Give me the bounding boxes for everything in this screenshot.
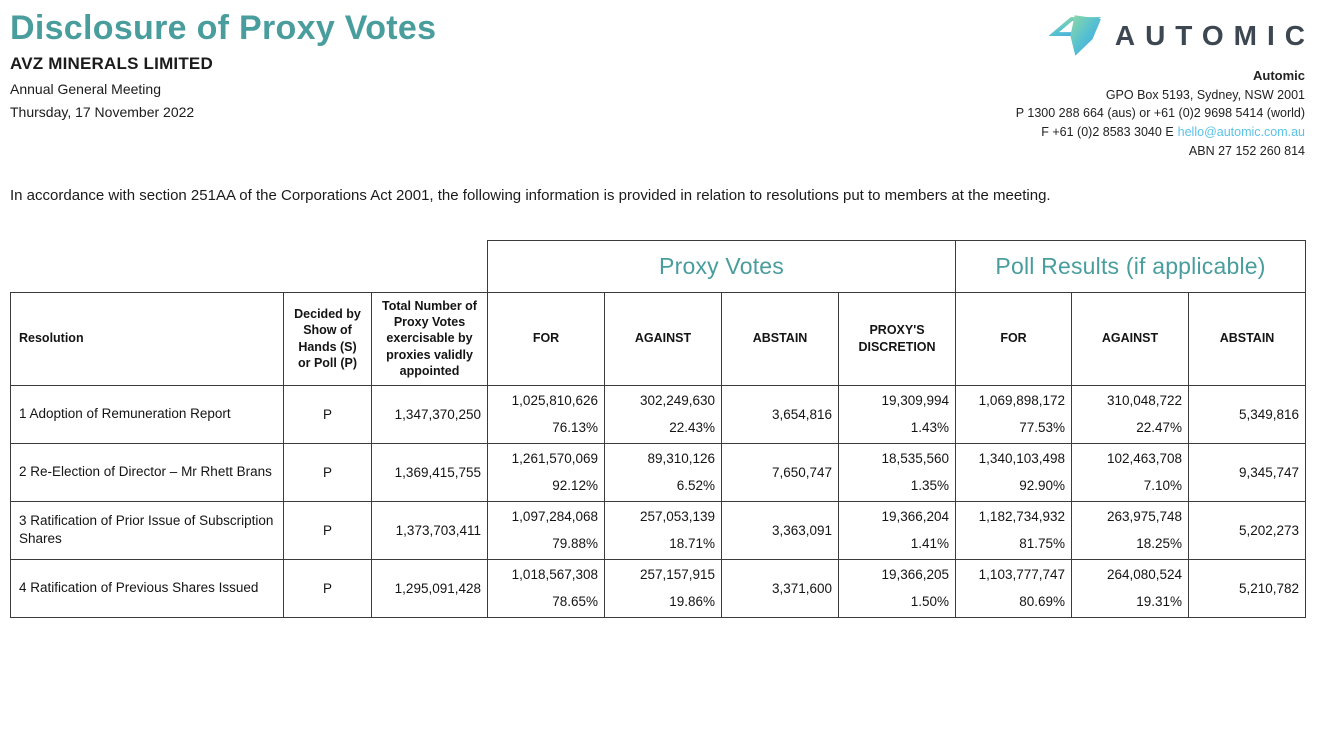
votes-value: 1,097,284,068	[511, 509, 599, 524]
table-row	[11, 559, 1306, 617]
votes-value: 264,080,524	[1106, 567, 1183, 582]
group-header-row	[11, 240, 1306, 292]
votes-pct: 7.10%	[1143, 478, 1183, 493]
company-name: AVZ MINERALS LIMITED	[10, 53, 213, 73]
email-link[interactable]: hello@automic.com.au	[1177, 125, 1305, 139]
group-header-spacer	[11, 240, 488, 292]
votes-pct: 92.12%	[552, 478, 599, 493]
cell-proxy-discretion	[839, 443, 956, 501]
votes-value: 19,366,205	[881, 567, 950, 582]
cell-resolution: 3 Ratification of Prior Issue of Subscription Shares	[11, 501, 284, 559]
cell-proxy-for	[488, 443, 605, 501]
proxy-votes-table	[10, 240, 1306, 618]
votes-pct: 80.69%	[1019, 594, 1066, 609]
votes-pct: 1.43%	[910, 420, 950, 435]
table-row	[11, 385, 1306, 443]
cell-proxy-against	[605, 559, 722, 617]
cell-resolution: 1 Adoption of Remuneration Report	[11, 385, 284, 443]
brand-block	[1015, 8, 1315, 161]
page-title: Disclosure of Proxy Votes	[10, 9, 437, 47]
col-header-proxy-for: FOR	[488, 292, 605, 385]
cell-proxy-abstain: 3,363,091	[722, 501, 839, 559]
votes-value: 19,366,204	[881, 509, 950, 524]
cell-poll-abstain: 5,210,782	[1189, 559, 1306, 617]
col-header-proxy-discretion: PROXY'S DISCRETION	[839, 292, 956, 385]
cell-proxy-abstain: 3,371,600	[722, 559, 839, 617]
automic-logo-icon	[1049, 8, 1105, 63]
votes-pct: 18.71%	[669, 536, 716, 551]
votes-value: 1,340,103,498	[978, 451, 1066, 466]
votes-pct: 77.53%	[1019, 420, 1066, 435]
contact-address: GPO Box 5193, Sydney, NSW 2001	[1105, 87, 1305, 102]
col-header-poll-for: FOR	[956, 292, 1072, 385]
votes-pct: 92.90%	[1019, 478, 1066, 493]
cell-poll-for	[956, 385, 1072, 443]
table-row	[11, 443, 1306, 501]
cell-poll-against	[1072, 443, 1189, 501]
cell-proxy-for	[488, 385, 605, 443]
votes-value: 102,463,708	[1106, 451, 1183, 466]
cell-poll-against	[1072, 559, 1189, 617]
group-header-poll-results: Poll Results (if applicable)	[956, 240, 1306, 292]
contact-fax-prefix: F +61 (0)2 8583 3040 E	[1041, 125, 1174, 139]
votes-pct: 19.31%	[1136, 594, 1183, 609]
cell-total-proxy: 1,373,703,411	[372, 501, 488, 559]
votes-value: 310,048,722	[1106, 393, 1183, 408]
votes-pct: 78.65%	[552, 594, 599, 609]
cell-poll-abstain: 5,349,816	[1189, 385, 1306, 443]
col-header-resolution: Resolution	[11, 292, 284, 385]
votes-pct: 1.35%	[910, 478, 950, 493]
votes-pct: 76.13%	[552, 420, 599, 435]
votes-value: 257,157,915	[639, 567, 716, 582]
cell-proxy-abstain: 3,654,816	[722, 385, 839, 443]
col-header-proxy-against: AGAINST	[605, 292, 722, 385]
cell-poll-against	[1072, 385, 1189, 443]
cell-proxy-discretion	[839, 501, 956, 559]
intro-paragraph: In accordance with section 251AA of the Corporations Act 2001, the following information is provided in relation to resolutions put to members at the meeting.	[10, 186, 1051, 204]
votes-value: 1,261,570,069	[511, 451, 599, 466]
group-header-proxy-votes: Proxy Votes	[488, 240, 956, 292]
cell-proxy-for	[488, 501, 605, 559]
cell-proxy-against	[605, 443, 722, 501]
title-block	[10, 8, 436, 120]
cell-proxy-abstain: 7,650,747	[722, 443, 839, 501]
contact-block	[1016, 66, 1305, 161]
cell-proxy-for	[488, 559, 605, 617]
brand-wordmark: AUTOMIC	[1114, 19, 1315, 51]
cell-poll-abstain: 9,345,747	[1189, 443, 1306, 501]
votes-pct: 22.47%	[1136, 420, 1183, 435]
cell-decided-by: P	[284, 385, 372, 443]
cell-decided-by: P	[284, 559, 372, 617]
brand-row	[1016, 8, 1315, 63]
contact-name: Automic	[1253, 68, 1305, 83]
votes-value: 89,310,126	[647, 451, 716, 466]
col-header-poll-against: AGAINST	[1072, 292, 1189, 385]
votes-pct: 1.50%	[910, 594, 950, 609]
cell-poll-for	[956, 443, 1072, 501]
votes-value: 1,018,567,308	[511, 567, 599, 582]
votes-pct: 19.86%	[669, 594, 716, 609]
cell-poll-for	[956, 559, 1072, 617]
col-header-poll-abstain: ABSTAIN	[1189, 292, 1306, 385]
cell-decided-by: P	[284, 443, 372, 501]
votes-pct: 22.43%	[669, 420, 716, 435]
contact-fax-email	[1016, 123, 1305, 142]
contact-abn: ABN 27 152 260 814	[1188, 143, 1305, 158]
votes-value: 1,069,898,172	[978, 393, 1066, 408]
cell-proxy-against	[605, 385, 722, 443]
cell-resolution: 4 Ratification of Previous Shares Issued	[11, 559, 284, 617]
votes-value: 257,053,139	[639, 509, 716, 524]
page-header	[10, 8, 1315, 161]
votes-value: 18,535,560	[881, 451, 950, 466]
cell-proxy-against	[605, 501, 722, 559]
votes-value: 263,975,748	[1106, 509, 1183, 524]
votes-value: 19,309,994	[881, 393, 950, 408]
votes-value: 1,182,734,932	[978, 509, 1066, 524]
cell-resolution: 2 Re-Election of Director – Mr Rhett Brans	[11, 443, 284, 501]
votes-pct: 79.88%	[552, 536, 599, 551]
votes-value: 1,103,777,747	[978, 567, 1066, 582]
votes-pct: 81.75%	[1019, 536, 1066, 551]
cell-total-proxy: 1,347,370,250	[372, 385, 488, 443]
col-header-proxy-abstain: ABSTAIN	[722, 292, 839, 385]
contact-phone: P 1300 288 664 (aus) or +61 (0)2 9698 5414 (world)	[1015, 106, 1305, 121]
votes-value: 1,025,810,626	[511, 393, 599, 408]
cell-decided-by: P	[284, 501, 372, 559]
col-header-total-proxy: Total Number of Proxy Votes exercisable by proxies validly appointed	[372, 292, 488, 385]
cell-proxy-discretion	[839, 559, 956, 617]
votes-pct: 1.41%	[910, 536, 950, 551]
meeting-date: Thursday, 17 November 2022	[10, 103, 195, 120]
votes-value: 302,249,630	[639, 393, 716, 408]
votes-pct: 6.52%	[676, 478, 716, 493]
cell-poll-abstain: 5,202,273	[1189, 501, 1306, 559]
table-row	[11, 501, 1306, 559]
cell-poll-against	[1072, 501, 1189, 559]
cell-total-proxy: 1,295,091,428	[372, 559, 488, 617]
col-header-decided-by: Decided by Show of Hands (S) or Poll (P)	[284, 292, 372, 385]
meeting-type: Annual General Meeting	[10, 80, 161, 97]
cell-proxy-discretion	[839, 385, 956, 443]
column-header-row	[11, 292, 1306, 385]
cell-total-proxy: 1,369,415,755	[372, 443, 488, 501]
votes-pct: 18.25%	[1136, 536, 1183, 551]
cell-poll-for	[956, 501, 1072, 559]
